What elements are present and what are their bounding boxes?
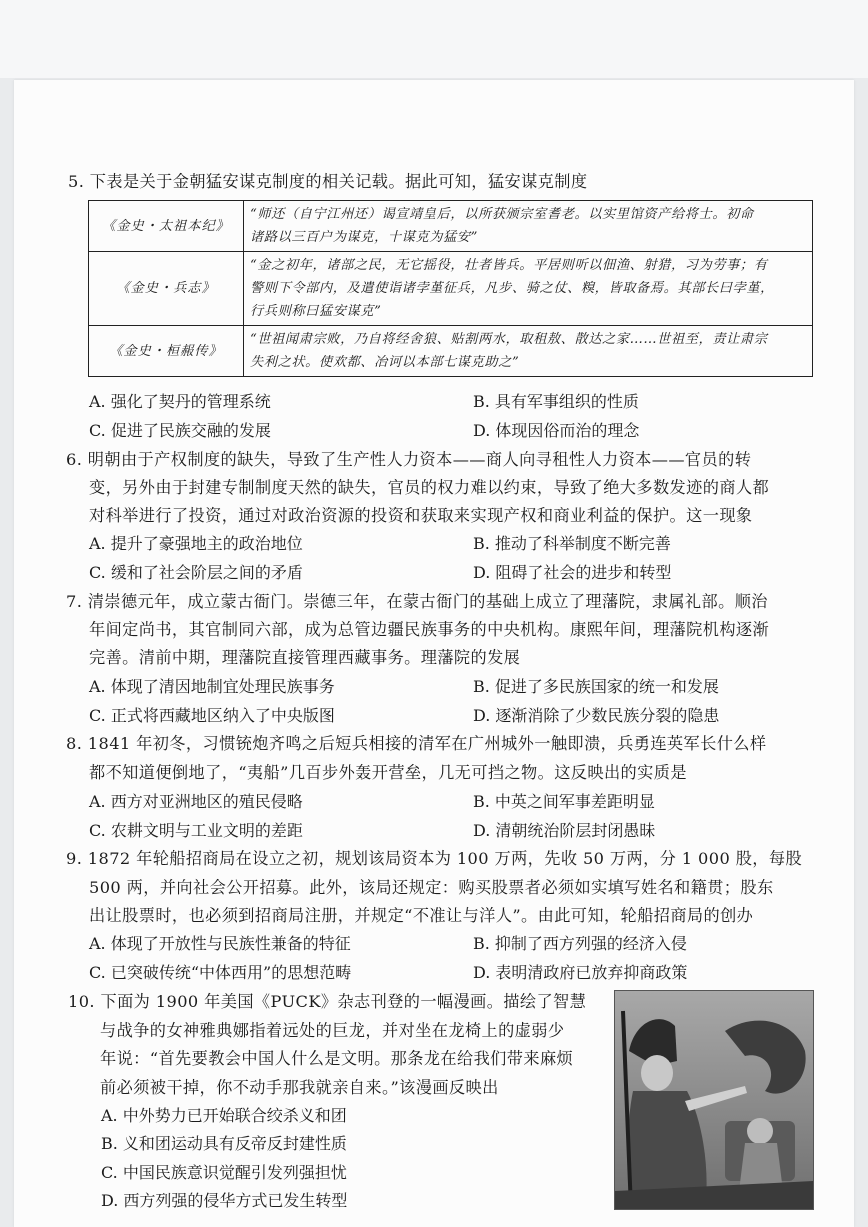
q5-option-c[interactable]: C. 促进了民族交融的发展	[89, 421, 271, 440]
q10-option-c[interactable]: C. 中国民族意识觉醒引发列强担忧	[101, 1163, 347, 1182]
table-row	[89, 201, 813, 252]
q6-stem-line: 变，另外由于封建专制制度天然的缺失，官员的权力难以约束，导致了绝大多数发迹的商人都	[89, 478, 770, 497]
record-cell	[244, 201, 813, 252]
q9-option-c[interactable]: C. 已突破传统“中体西用”的思想范畴	[89, 963, 352, 982]
q10-stem-line: 前必须被干掉，你不动手那我就亲自来。”该漫画反映出	[100, 1078, 499, 1097]
top-margin	[0, 0, 868, 78]
q6-option-b[interactable]: B. 推动了科举制度不断完善	[473, 534, 671, 553]
q5-option-d[interactable]: D. 体现因俗而治的理念	[473, 421, 640, 440]
record-line: 诸路以三百户为谋克，十谋克为猛安”	[250, 230, 478, 245]
q8-option-b[interactable]: B. 中英之间军事差距明显	[473, 792, 655, 811]
record-line: 失利之状。使欢都、冶诃以本部七谋克助之”	[250, 355, 520, 370]
puck-cartoon-image	[614, 990, 814, 1210]
source-cell: 《金史・太祖本纪》	[89, 201, 244, 252]
cartoon-illustration	[615, 991, 813, 1209]
q5-option-b[interactable]: B. 具有军事组织的性质	[473, 392, 639, 411]
q8-option-d[interactable]: D. 清朝统治阶层封闭愚昧	[473, 821, 656, 840]
q7-stem-line: 年间定尚书，其官制同六部，成为总管边疆民族事务的中央机构。康熙年间，理藩院机构逐渐	[89, 620, 770, 639]
q10-stem-line: 10. 下面为 1900 年美国《PUCK》杂志刊登的一幅漫画。描绘了智慧	[68, 992, 587, 1011]
q9-option-b[interactable]: B. 抑制了西方列强的经济入侵	[473, 934, 687, 953]
q9-stem-line: 500 两，并向社会公开招募。此外，该局还规定：购买股票者必须如实填写姓名和籍贯；股东	[89, 878, 774, 897]
q6-option-d[interactable]: D. 阻碍了社会的进步和转型	[473, 563, 672, 582]
q7-option-c[interactable]: C. 正式将西藏地区纳入了中央版图	[89, 706, 335, 725]
q9-option-d[interactable]: D. 表明清政府已放弃抑商政策	[473, 963, 688, 982]
record-line: “世祖闻肃宗败，乃自将经舍狼、贴割两水，取租敖、散达之家……世祖至，责让肃宗	[250, 332, 768, 347]
record-line: “金之初年，诸部之民，无它摇役，壮者皆兵。平居则听以佃渔、射猎，习为劳事；有	[250, 258, 768, 273]
table-row	[89, 326, 813, 377]
q9-option-a[interactable]: A. 体现了开放性与民族性兼备的特征	[89, 934, 351, 953]
q7-option-a[interactable]: A. 体现了清因地制宜处理民族事务	[89, 677, 335, 696]
q7-stem-line: 7. 清崇德元年，成立蒙古衙门。崇德三年，在蒙古衙门的基础上成立了理藩院，隶属礼部。顺治	[66, 592, 768, 611]
q6-option-a[interactable]: A. 提升了豪强地主的政治地位	[89, 534, 303, 553]
q8-option-a[interactable]: A. 西方对亚洲地区的殖民侵略	[89, 792, 303, 811]
q8-option-c[interactable]: C. 农耕文明与工业文明的差距	[89, 821, 303, 840]
boy-head	[747, 1118, 773, 1144]
q5-stem: 5. 下表是关于金朝猛安谋克制度的相关记载。据此可知，猛安谋克制度	[68, 172, 588, 191]
q9-stem-line: 9. 1872 年轮船招商局在设立之初，规划该局资本为 100 万两，先收 50 万两，分 1 000 股，每股	[66, 849, 803, 868]
q10-option-b[interactable]: B. 义和团运动具有反帝反封建性质	[101, 1134, 347, 1153]
record-cell	[244, 252, 813, 326]
record-line: 警则下令部内，及遣使诣诸孛堇征兵，凡步、骑之仗、糗，皆取备焉。其部长曰孛堇，	[250, 281, 774, 296]
q6-stem-line: 对科举进行了投资，通过对政治资源的投资和获取来实现产权和商业利益的保护。这一现象	[89, 506, 753, 525]
q10-stem-line: 年说：“首先要教会中国人什么是文明。那条龙在给我们带来麻烦	[100, 1049, 574, 1068]
source-cell: 《金史・桓赧传》	[89, 326, 244, 377]
record-line: 行兵则称曰猛安谋克”	[250, 304, 382, 319]
q10-option-d[interactable]: D. 西方列强的侵华方式已发生转型	[101, 1191, 348, 1210]
q5-records-table	[88, 200, 813, 377]
q9-stem-line: 出让股票时，也必须到招商局注册，并规定“不准让与洋人”。由此可知，轮船招商局的创办	[89, 906, 754, 925]
source-cell: 《金史・兵志》	[89, 252, 244, 326]
record-cell	[244, 326, 813, 377]
q6-stem-line: 6. 明朝由于产权制度的缺失，导致了生产性人力资本——商人向寻租性人力资本——官员的转	[66, 450, 752, 469]
q7-option-d[interactable]: D. 逐渐消除了少数民族分裂的隐患	[473, 706, 720, 725]
athena-face	[641, 1055, 673, 1091]
q5-option-a[interactable]: A. 强化了契丹的管理系统	[89, 392, 271, 411]
q10-stem-line: 与战争的女神雅典娜指着远处的巨龙，并对坐在龙椅上的虚弱少	[100, 1021, 565, 1040]
q7-option-b[interactable]: B. 促进了多民族国家的统一和发展	[473, 677, 719, 696]
q8-stem-line: 8. 1841 年初冬，习惯铳炮齐鸣之后短兵相接的清军在广州城外一触即溃，兵勇连英军长什么样	[66, 734, 767, 753]
q7-stem-line: 完善。清前中期，理藩院直接管理西藏事务。理藩院的发展	[89, 648, 521, 667]
q6-option-c[interactable]: C. 缓和了社会阶层之间的矛盾	[89, 563, 303, 582]
q10-option-a[interactable]: A. 中外势力已开始联合绞杀义和团	[101, 1106, 347, 1125]
q8-stem-line: 都不知道便倒地了，“夷船”几百步外轰开营垒，几无可挡之物。这反映出的实质是	[89, 763, 687, 782]
record-line: “师还（自宁江州还）谒宣靖皇后，以所获颁宗室耆老。以实里馆资产给将士。初命	[250, 207, 754, 222]
table-row	[89, 252, 813, 326]
